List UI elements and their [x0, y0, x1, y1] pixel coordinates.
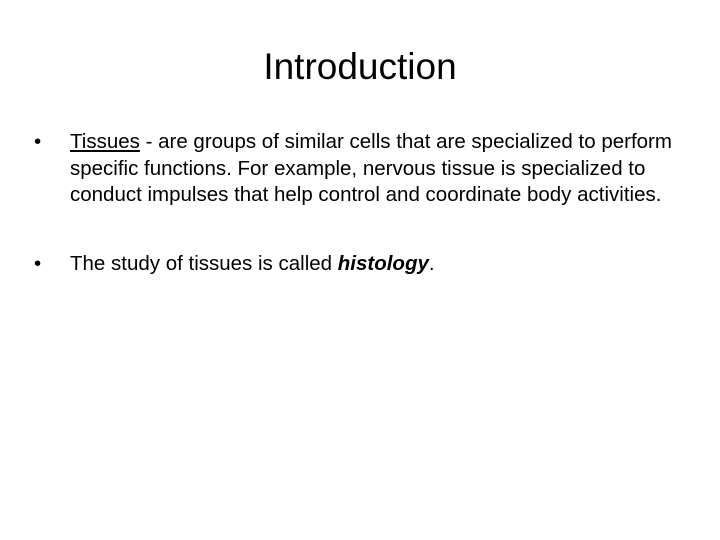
- tissues-definition: - are groups of similar cells that are specialized to perform specific functions. For example, nervous tissue is specialized to conduct impulses that help control and coordinate body activities.: [70, 130, 672, 206]
- bullet-item-histology: [34, 251, 694, 278]
- term-tissues: Tissues: [70, 130, 140, 153]
- bullet-list: [34, 129, 694, 277]
- bullet-icon: •: [34, 251, 42, 275]
- histology-prefix: The study of tissues is called: [70, 251, 338, 275]
- bullet-item-tissues: [34, 129, 694, 209]
- bullet-icon: •: [34, 130, 42, 153]
- histology-suffix: .: [428, 251, 435, 275]
- term-histology: histology: [337, 251, 429, 275]
- slide-title: Introduction: [263, 46, 457, 87]
